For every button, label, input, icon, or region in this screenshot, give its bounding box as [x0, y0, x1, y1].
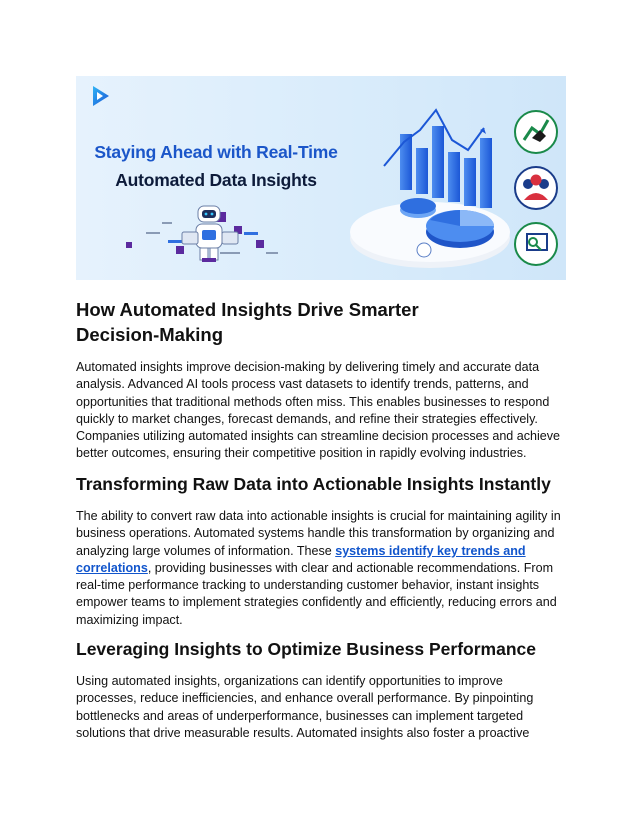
- systems-link-part2[interactable]: correlations: [76, 560, 148, 575]
- data-platform-illustration: [334, 104, 514, 280]
- icon-circles: [510, 108, 562, 273]
- bar-chart-icon: [384, 110, 492, 208]
- play-logo-icon: [90, 84, 112, 113]
- paragraph-line: better outcomes, ensuring their competitive position in rapidly evolving industries.: [76, 446, 527, 461]
- main-heading-line2: Decision-Making: [76, 324, 223, 345]
- paragraph-line: opportunities that traditional methods often miss. This enables businesses to respond: [76, 394, 550, 409]
- paragraph-line: empower teams to implement strategies confidently and efficiently, reducing errors and: [76, 595, 557, 610]
- paragraph-line: Automated insights improve decision-making by delivering timely and accurate data: [76, 360, 540, 374]
- paragraph-line: analysis. Advanced AI tools process vast datasets to identify trends, patterns, and: [76, 377, 529, 392]
- paragraph-line: The ability to convert raw data into actionable insights is crucial for maintaining agility in: [76, 509, 561, 523]
- main-heading-line1: How Automated Insights Drive Smarter: [76, 299, 419, 320]
- paragraph-line: Companies utilizing automated insights can streamline decision processes and achieve: [76, 429, 561, 444]
- pie-chart-icon: [426, 210, 494, 248]
- intro-paragraph: [76, 359, 561, 463]
- section-heading-leveraging: Leveraging Insights to Optimize Business Performance: [76, 639, 536, 659]
- paragraph-line: quickly to market changes, forecast demands, and refine their strategies effectively.: [76, 411, 538, 426]
- systems-link-part1[interactable]: systems identify key trends and: [335, 543, 526, 558]
- paragraph-line: maximizing impact.: [76, 612, 183, 627]
- main-heading: [76, 297, 556, 347]
- robot-icon: [116, 202, 286, 280]
- paragraph-line: solutions that drive measurable results. Automated insights also foster a proactive: [76, 725, 530, 740]
- paragraph-line: [76, 543, 556, 560]
- paragraph-text: analyzing large volumes of information. These: [76, 543, 336, 558]
- paragraph-line: [76, 560, 556, 577]
- team-icon: [515, 167, 557, 209]
- section-heading-transforming: Transforming Raw Data into Actionable Insights Instantly: [76, 474, 551, 494]
- bull-icon: [515, 111, 557, 153]
- paragraph-line: real-time performance tracking to understanding customer behavior, instant insights: [76, 578, 540, 593]
- leveraging-paragraph: [76, 673, 556, 742]
- analytics-icon: [515, 223, 557, 265]
- transforming-paragraph: [76, 508, 561, 629]
- banner-title: [82, 142, 350, 191]
- paragraph-line: bottlenecks and areas of underperformance, businesses can implement targeted: [76, 708, 524, 723]
- paragraph-line: Using automated insights, organizations can identify opportunities to improve: [76, 674, 503, 688]
- banner-title-line2: Automated Data Insights: [115, 170, 317, 190]
- paragraph-line: business operations. Automated systems handle this transformation by organizing and: [76, 526, 555, 541]
- paragraph-line: processes, reduce inefficiencies, and enhance overall performance. By pinpointing: [76, 691, 534, 706]
- hero-banner: [76, 76, 566, 280]
- banner-title-line1: Staying Ahead with Real-Time: [94, 142, 338, 162]
- paragraph-text: , providing businesses with clear and actionable recommendations. From: [147, 560, 554, 575]
